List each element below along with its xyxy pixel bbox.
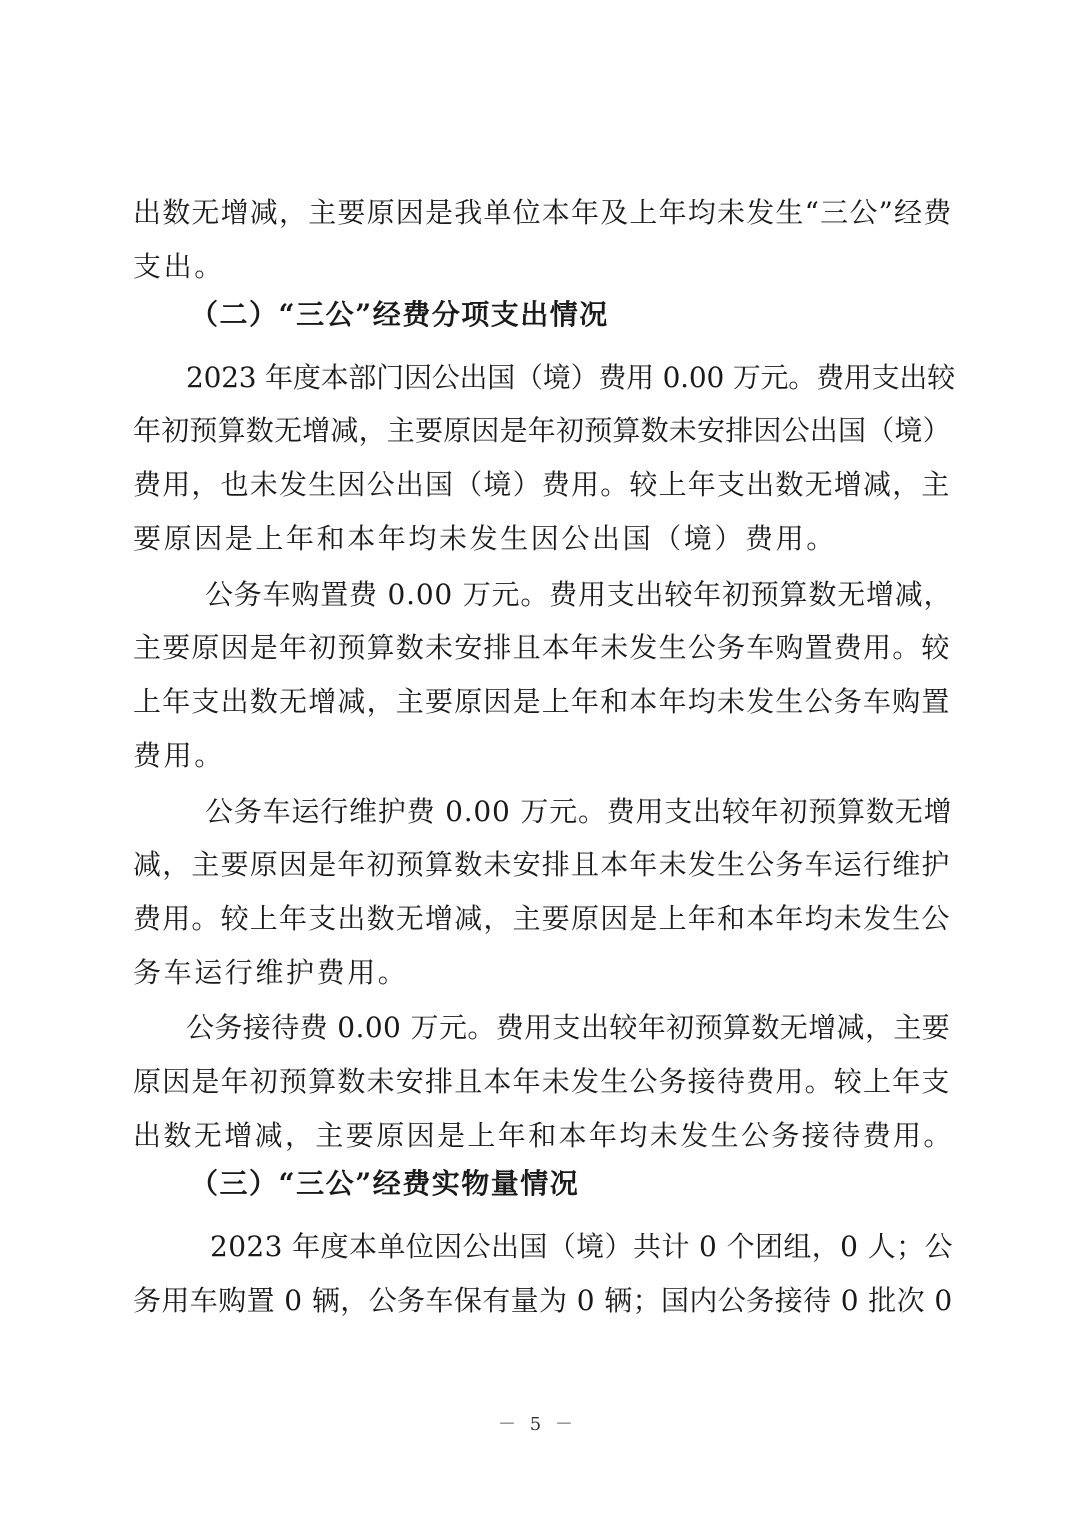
text-line: 公务车运行维护费 0.00 万元。费用支出较年初预算数无增 <box>205 795 953 828</box>
text-line: 主要原因是年初预算数未安排且本年未发生公务车购置费用。较 <box>133 631 951 664</box>
text-line: 务用车购置 0 辆，公务车保有量为 0 辆；国内公务接待 0 批次 0 <box>133 1284 953 1317</box>
text-line: 2023 年度本部门因公出国（境）费用 0.00 万元。费用支出较 <box>186 361 955 394</box>
text-line: 出数无增减，主要原因是我单位本年及上年均未发生“三公”经费 <box>133 196 953 229</box>
text-line: 费用，也未发生因公出国（境）费用。较上年支出数无增减，主 <box>133 468 951 501</box>
text-line: 出数无增减，主要原因是上年和本年均未发生公务接待费用。 <box>133 1119 954 1152</box>
text-line: 费用。较上年支出数无增减，主要原因是上年和本年均未发生公 <box>133 902 951 935</box>
text-line: 务车运行维护费用。 <box>133 956 409 989</box>
text-line: 减，主要原因是年初预算数未安排且本年未发生公务车运行维护 <box>133 848 951 881</box>
text-line: 费用。 <box>133 739 225 772</box>
section-heading: （二）“三公”经费分项支出情况 <box>190 298 609 331</box>
text-line: 支出。 <box>133 250 225 283</box>
text-line: 公务接待费 0.00 万元。费用支出较年初预算数无增减，主要 <box>186 1011 951 1044</box>
text-line: 年初预算数无增减，主要原因是年初预算数未安排因公出国（境） <box>133 414 951 447</box>
section-heading: （三）“三公”经费实物量情况 <box>190 1167 580 1200</box>
text-line: 公务车购置费 0.00 万元。费用支出较年初预算数无增减， <box>205 578 953 611</box>
text-line: 2023 年度本单位因公出国（境）共计 0 个团组，0 人；公 <box>210 1230 953 1263</box>
text-line: 原因是年初预算数未安排且本年未发生公务接待费用。较上年支 <box>133 1065 951 1098</box>
text-line: 上年支出数无增减，主要原因是上年和本年均未发生公务车购置 <box>133 685 951 718</box>
page-number: － 5 － <box>498 1414 577 1435</box>
text-line: 要原因是上年和本年均未发生因公出国（境）费用。 <box>133 522 837 555</box>
